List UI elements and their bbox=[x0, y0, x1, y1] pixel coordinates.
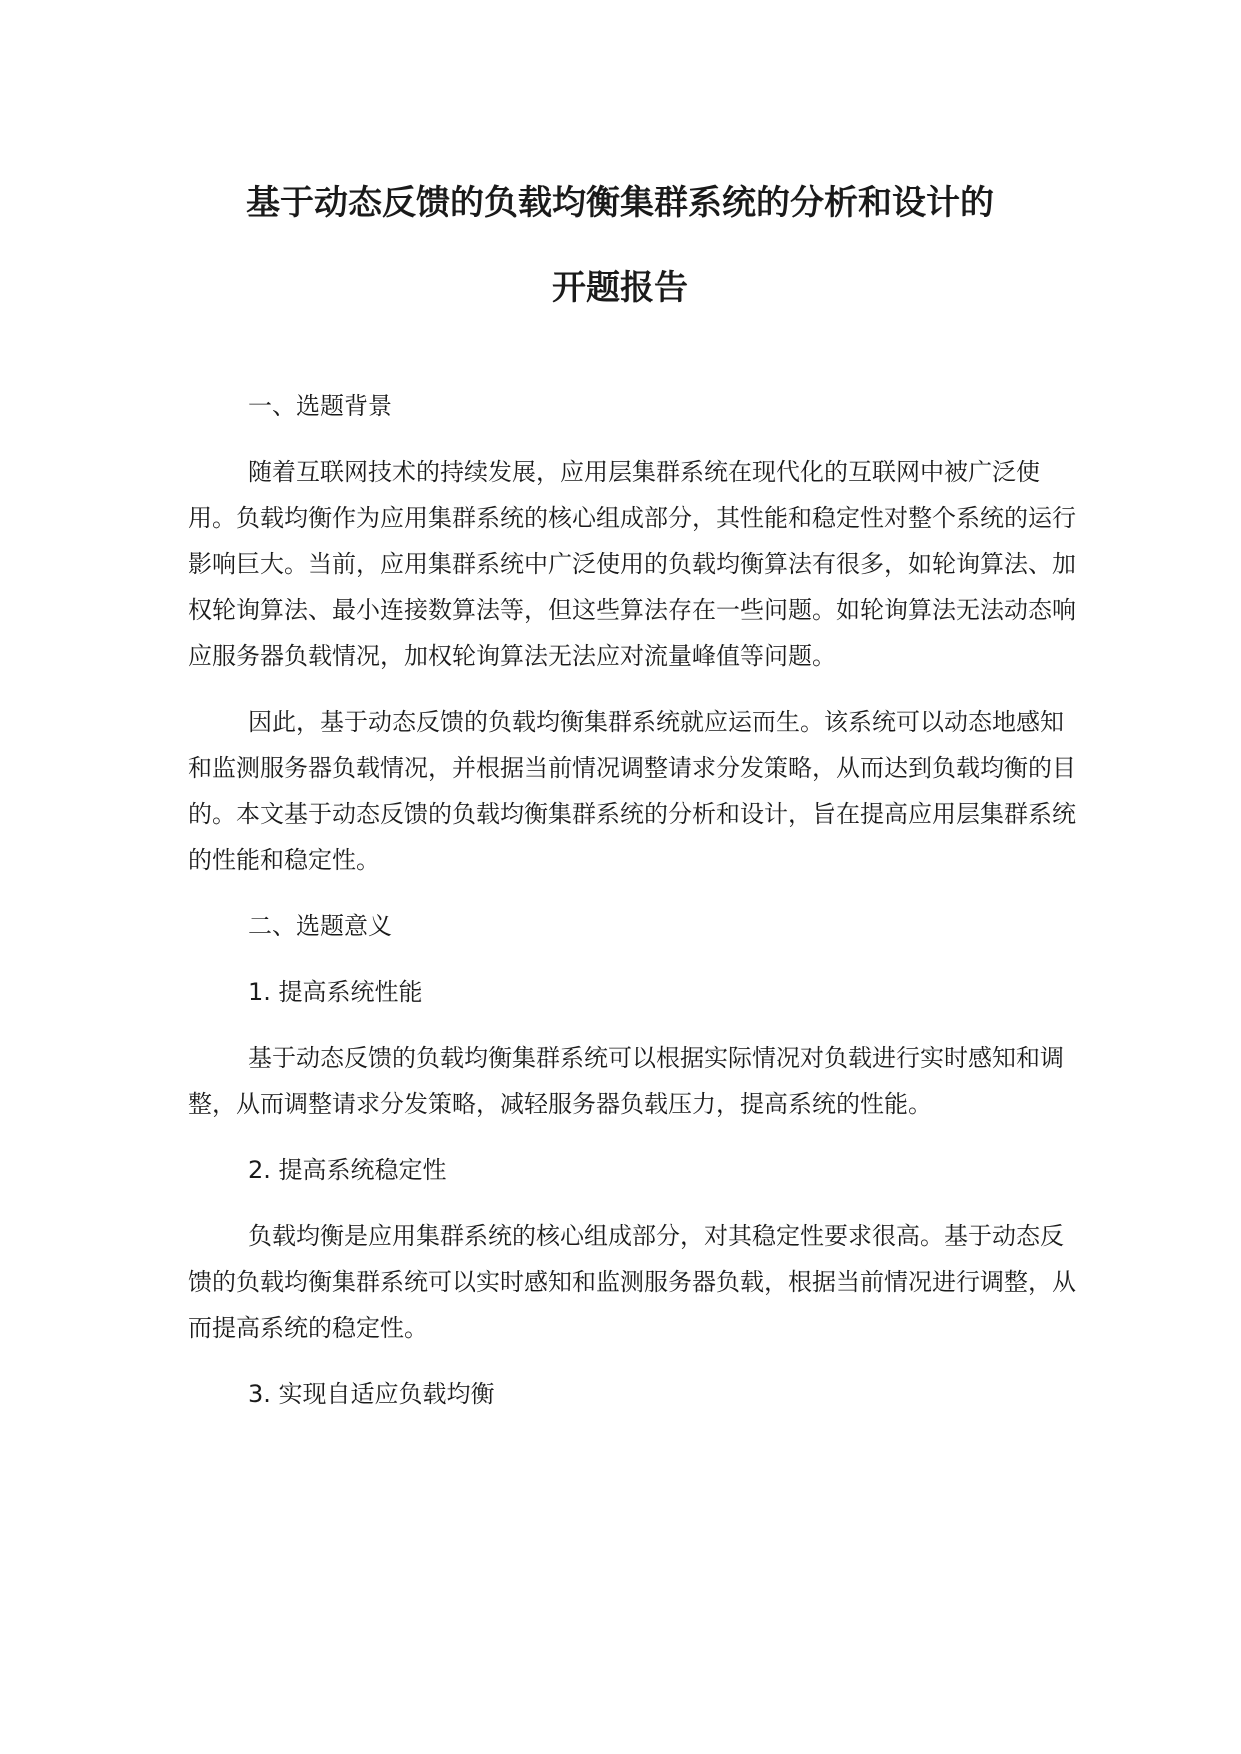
document-body bbox=[188, 383, 1086, 1437]
subheading-performance: 1. 提高系统性能 bbox=[248, 978, 423, 1006]
paragraph-background-1: 随着互联网技术的持续发展，应用层集群系统在现代化的互联网中被广泛使用。负载均衡作为应用集群系统的核心组成部分，其性能和稳定性对整个系统的运行影响巨大。当前，应用集群系统中广泛使用的负载均衡算法有很多，如轮询算法、加权轮询算法、最小连接数算法等，但这些算法存在一些问题。如轮询算法无法动态响应服务器负载情况，加权轮询算法无法应对流量峰值等问题。 bbox=[188, 458, 1076, 670]
subheading-stability: 2. 提高系统稳定性 bbox=[248, 1156, 447, 1184]
section-heading-background: 一、选题背景 bbox=[248, 392, 392, 420]
section-heading-significance: 二、选题意义 bbox=[248, 912, 392, 940]
paragraph-performance: 基于动态反馈的负载均衡集群系统可以根据实际情况对负载进行实时感知和调整，从而调整请求分发策略，减轻服务器负载压力，提高系统的性能。 bbox=[188, 1044, 1064, 1118]
paragraph-stability: 负载均衡是应用集群系统的核心组成部分，对其稳定性要求很高。基于动态反馈的负载均衡集群系统可以实时感知和监测服务器负载，根据当前情况进行调整，从而提高系统的稳定性。 bbox=[188, 1222, 1076, 1342]
document-title-line-2: 开题报告 bbox=[552, 268, 688, 308]
paragraph-background-2: 因此，基于动态反馈的负载均衡集群系统就应运而生。该系统可以动态地感知和监测服务器负载情况，并根据当前情况调整请求分发策略，从而达到负载均衡的目的。本文基于动态反馈的负载均衡集群系统的分析和设计，旨在提高应用层集群系统的性能和稳定性。 bbox=[188, 708, 1076, 874]
subheading-adaptive: 3. 实现自适应负载均衡 bbox=[248, 1380, 495, 1408]
document-title-line-1: 基于动态反馈的负载均衡集群系统的分析和设计的 bbox=[246, 183, 994, 223]
